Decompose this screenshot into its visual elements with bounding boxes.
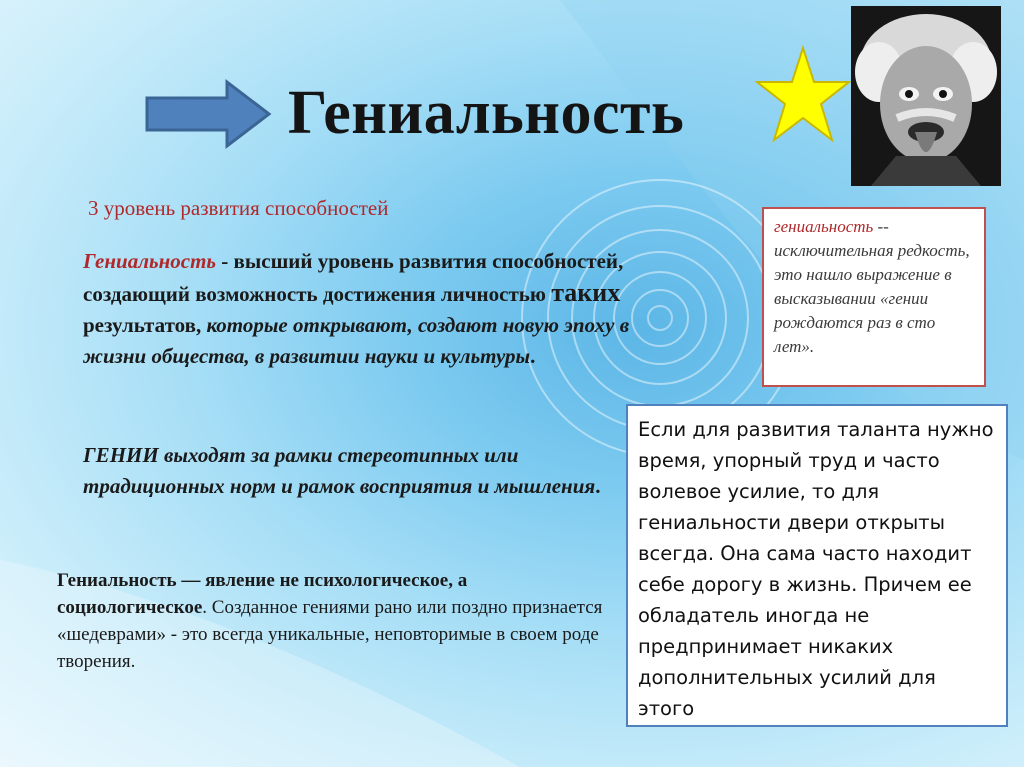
note-bold-text: Гениальность — явление не психологическое, а социологическое (57, 570, 468, 618)
definition-italic-text: которые открывают, создают новую эпоху в жизни общества, в развитии науки и культуры (83, 313, 630, 368)
rarity-callout-box (762, 207, 986, 387)
note-text: . Созданное гениями рано или поздно признается «шедеврами» - это всегда уникальные, неповторимые в своем роде творения. (57, 597, 603, 672)
definition-text-1: - высший уровень развития способностей, создающий возможность достижения личностью (83, 249, 624, 306)
definition-text-2: результатов, (83, 313, 207, 337)
geniuses-text: ГЕНИИ выходят за рамки стереотипных или традиционных норм и рамок восприятия и мышления (83, 443, 596, 498)
definition-end: . (530, 344, 536, 368)
right-arrow-icon (143, 78, 273, 150)
subtitle: 3 уровень развития способностей (88, 196, 389, 220)
geniuses-paragraph (83, 440, 643, 502)
sociological-note (57, 567, 617, 675)
slide-title: Гениальность (288, 79, 685, 147)
definition-paragraph (83, 246, 683, 372)
callout-text: -- исключительная редкость, это нашло выражение в высказывании «гении рождаются раз в сто лет». (774, 217, 970, 356)
talent-box-text: Если для развития таланта нужно время, упорный труд и часто волевое усилие, то для гениальности двери открыты всегда. Она сама часто находит себе дорогу в жизнь. Причем ее обладатель иногда не предпринимает никаких дополнительных усилий для этого (638, 418, 994, 720)
callout-term: гениальность (774, 217, 874, 236)
definition-term: Гениальность (83, 249, 217, 273)
star-icon (755, 44, 851, 144)
talent-vs-genius-box (626, 404, 1008, 727)
geniuses-end: . (595, 474, 601, 498)
einstein-portrait-image (851, 6, 1001, 186)
definition-emphasis: таких (551, 278, 621, 307)
